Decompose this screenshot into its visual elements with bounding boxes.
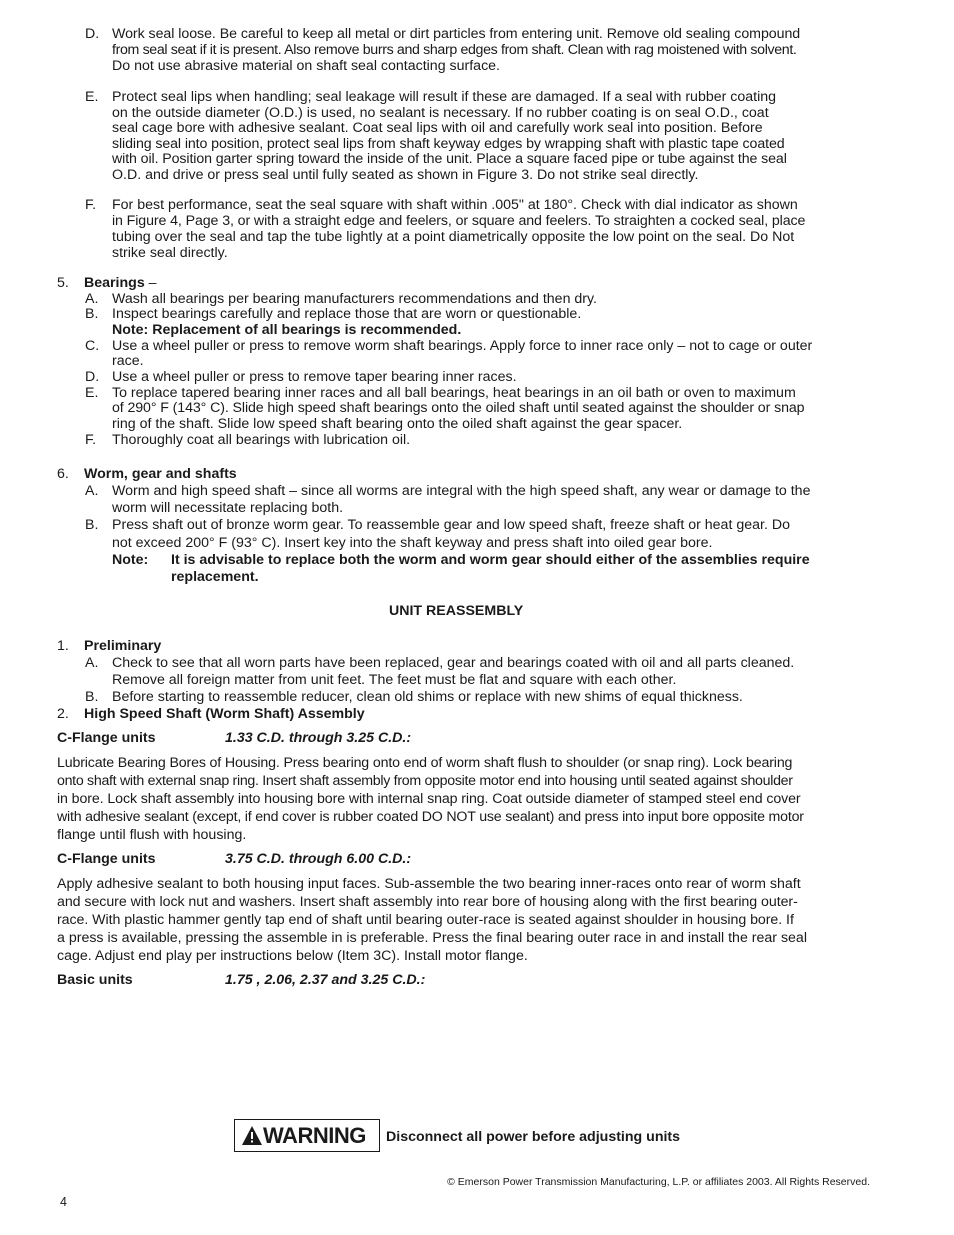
preliminary-item-a-letter: A. [85, 655, 99, 671]
bearings-item-b-letter: B. [85, 306, 99, 322]
seal-item-e-letter: E. [85, 89, 99, 105]
cflange-large-paragraph-line: cage. Adjust end play per instructions below (Item 3C). Install motor flange. [57, 948, 528, 964]
worm-number: 6. [57, 466, 69, 482]
warning-word: WARNING [263, 1123, 366, 1148]
cflange-small-paragraph-line: Lubricate Bearing Bores of Housing. Press bearing onto end of worm shaft flush to shoulder (or snap ring). Lock bearing [57, 755, 793, 771]
bearings-number: 5. [57, 275, 69, 291]
worm-item-a-line: Worm and high speed shaft – since all worms are integral with the high speed shaft, any wear or damage to the [112, 483, 811, 499]
cflange-small-paragraph-line: onto shaft with external snap ring. Insert shaft assembly from opposite motor end into housing until seated against shoulder [57, 773, 793, 789]
cflange-large-paragraph-line: a press is available, pressing the assemble in is preferable. Press the final bearing outer race in and install the rear seal [57, 930, 807, 946]
seal-item-e-line: Protect seal lips when handling; seal leakage will result if these are damaged. If a seal with rubber coating [112, 89, 777, 105]
worm-item-a-letter: A. [85, 483, 99, 499]
cflange-small-paragraph-line: flange until flush with housing. [57, 827, 247, 843]
seal-item-e-line: on the outside diameter (O.D.) is used, no sealant is necessary. If no rubber coating is on seal O.D., coat [112, 105, 769, 121]
preliminary-number: 1. [57, 638, 69, 654]
seal-item-d-line: Work seal loose. Be careful to keep all metal or dirt particles from entering unit. Remove old sealing compound [112, 26, 801, 42]
high-speed-shaft-heading: High Speed Shaft (Worm Shaft) Assembly [84, 706, 365, 722]
copyright-notice: © Emerson Power Transmission Manufacturing, L.P. or affiliates 2003. All Rights Reserved. [447, 1176, 870, 1188]
cflange-small-range: 1.33 C.D. through 3.25 C.D.: [225, 730, 412, 746]
bearings-item-d-line: Use a wheel puller or press to remove taper bearing inner races. [112, 369, 517, 385]
cflange-large-paragraph-line: race. With plastic hammer gently tap end of shaft until bearing outer-race is seated against shoulder in housing bore. If [57, 912, 794, 928]
preliminary-item-a-line: Check to see that all worn parts have been replaced, gear and bearings coated with oil and all parts cleaned. [112, 655, 795, 671]
bearings-item-a-letter: A. [85, 291, 99, 307]
worm-item-b-letter: B. [85, 517, 99, 533]
worm-heading: Worm, gear and shafts [84, 466, 237, 482]
seal-item-f-letter: F. [85, 197, 97, 213]
seal-item-e-line: with oil. Position garter spring toward the inside of the unit. Place a square faced pipe or tube against the seal [112, 151, 787, 167]
preliminary-item-b-line: Before starting to reassemble reducer, clean old shims or replace with new shims of equal thickness. [112, 689, 743, 705]
bearings-replacement-note: Note: Replacement of all bearings is recommended. [112, 322, 462, 338]
seal-item-e-line: O.D. and drive or press seal until fully seated as shown in Figure 3. Do not strike seal directly. [112, 167, 699, 183]
bearings-item-e-line: ring of the shaft. Slide low speed shaft bearing onto the oiled shaft against the gear spacer. [112, 416, 683, 432]
warning-message: Disconnect all power before adjusting units [386, 1129, 681, 1145]
cflange-large-range: 3.75 C.D. through 6.00 C.D.: [225, 851, 412, 867]
cflange-large-paragraph-line: Apply adhesive sealant to both housing input faces. Sub-assemble the two bearing inner-races onto rear of worm shaft [57, 876, 801, 892]
bearings-item-e-line: To replace tapered bearing inner races and all ball bearings, heat bearings in an oil bath or oven to maximum [112, 385, 796, 401]
high-speed-shaft-number: 2. [57, 706, 69, 722]
seal-item-f-line: strike seal directly. [112, 245, 228, 261]
bearings-item-f-line: Thoroughly coat all bearings with lubrication oil. [112, 432, 411, 448]
page-number: 4 [60, 1195, 67, 1209]
preliminary-item-b-letter: B. [85, 689, 99, 705]
bearings-title: Bearings [84, 275, 145, 291]
bearings-title-suffix: – [144, 275, 157, 291]
worm-note-line: It is advisable to replace both the worm and worm gear should either of the assemblies require [171, 552, 810, 568]
worm-note-label: Note: [112, 552, 149, 568]
preliminary-heading: Preliminary [84, 638, 162, 654]
warning-triangle-icon [242, 1126, 262, 1145]
seal-item-f-line: tubing over the seal and tap the tube lightly at a point diametrically opposite the low point on the seal. Do Not [112, 229, 795, 245]
worm-note-line: replacement. [171, 569, 259, 585]
bearings-item-c-letter: C. [85, 338, 100, 354]
bearings-item-c-line: Use a wheel puller or press to remove worm shaft bearings. Apply force to inner race only – not to cage or outer [112, 338, 813, 354]
basic-units-range: 1.75 , 2.06, 2.37 and 3.25 C.D.: [225, 972, 426, 988]
cflange-small-paragraph-line: in bore. Lock shaft assembly into housing bore with internal snap ring. Coat outside diameter of stamped steel end cover [57, 791, 801, 807]
cflange-large-label: C-Flange units [57, 851, 156, 867]
preliminary-item-a-line: Remove all foreign matter from unit feet. The feet must be flat and square with each other. [112, 672, 677, 688]
seal-item-d-line: Do not use abrasive material on shaft seal contacting surface. [112, 58, 501, 74]
seal-item-f-line: in Figure 4, Page 3, or with a straight edge and feelers, or square and feelers. To straighten a cocked seal, place [112, 213, 806, 229]
seal-item-e-line: sliding seal into position, protect seal lips from shaft keyway edges by wrapping shaft with plastic tape coated [112, 136, 785, 152]
bearings-item-d-letter: D. [85, 369, 100, 385]
seal-item-f-line: For best performance, seat the seal square with shaft within .005" at 180°. Check with dial indicator as shown [112, 197, 798, 213]
bearings-item-e-line: of 290° F (143° C). Slide high speed shaft bearings onto the oiled shaft until seated against the shoulder or snap [112, 400, 805, 416]
unit-reassembly-heading: UNIT REASSEMBLY [389, 603, 524, 619]
bearings-item-f-letter: F. [85, 432, 97, 448]
worm-item-a-line: worm will necessitate replacing both. [112, 500, 344, 516]
cflange-small-paragraph-line: with adhesive sealant (except, if end cover is rubber coated DO NOT use sealant) and press into input bore opposite motor [57, 809, 804, 825]
cflange-small-label: C-Flange units [57, 730, 156, 746]
bearings-item-a-line: Wash all bearings per bearing manufacturers recommendations and then dry. [112, 291, 597, 307]
basic-units-label: Basic units [57, 972, 133, 988]
cflange-large-paragraph-line: and secure with lock nut and washers. Insert shaft assembly into rear bore of housing along with the first bearing outer- [57, 894, 798, 910]
seal-item-e-line: seal cage bore with adhesive sealant. Coat seal lips with oil and carefully work seal into position. Before [112, 120, 763, 136]
bearings-item-c-line: race. [112, 353, 144, 369]
bearings-heading [84, 275, 157, 291]
seal-item-d-letter: D. [85, 26, 100, 42]
worm-item-b-line: Press shaft out of bronze worm gear. To reassemble gear and low speed shaft, freeze shaft or heat gear. Do [112, 517, 790, 533]
worm-item-b-line: not exceed 200° F (93° C). Insert key into the shaft keyway and press shaft into oiled gear bore. [112, 535, 713, 551]
bearings-item-b-line: Inspect bearings carefully and replace those that are worn or questionable. [112, 306, 582, 322]
seal-item-d-line: from seal seat if it is present. Also remove burrs and sharp edges from shaft. Clean with rag moistened with solvent. [112, 42, 797, 58]
bearings-item-e-letter: E. [85, 385, 99, 401]
